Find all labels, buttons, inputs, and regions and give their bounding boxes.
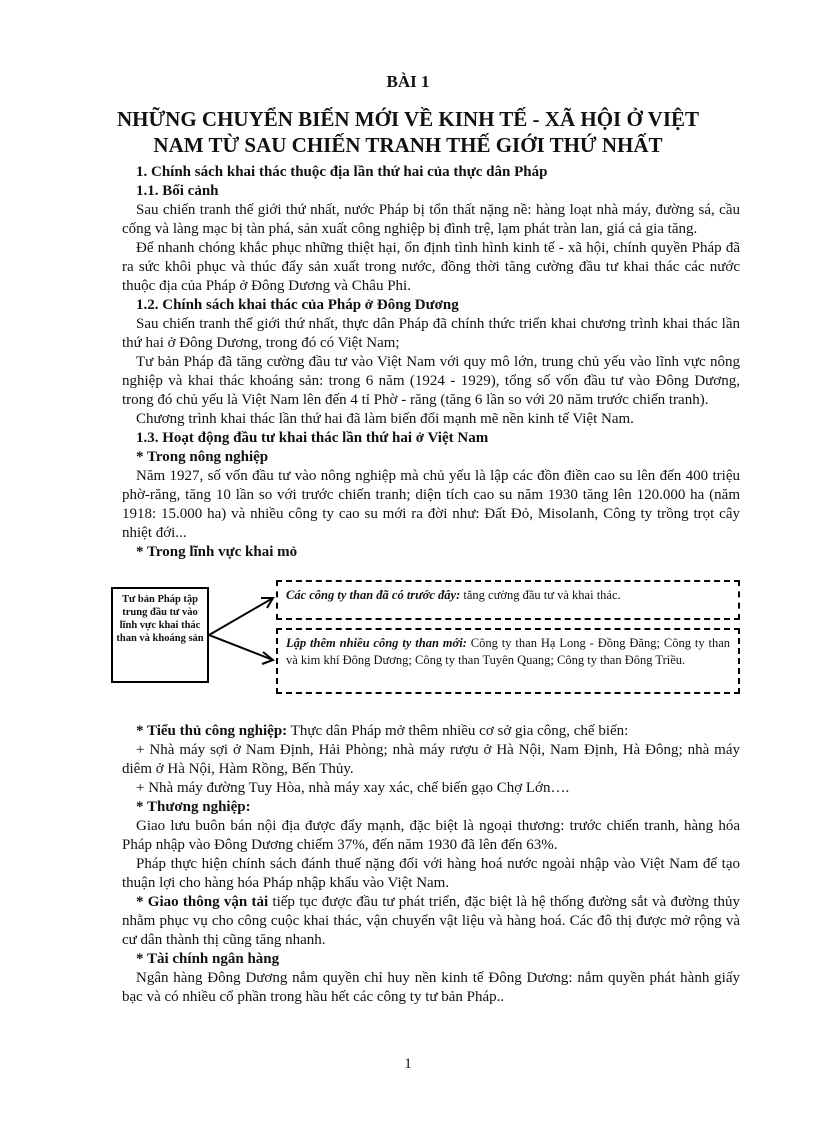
paragraph: Sau chiến tranh thế giới thứ nhất, nước Pháp bị tổn thất nặng nề: hàng loạt nhà máy, đường sá, cầu cống và làng mạc bị tàn phá, sản xuất công nghiệp bị đình trệ, lạm phát tràn lan, giá cả gia tăng.	[122, 202, 740, 237]
paragraph	[122, 893, 740, 950]
bullet-item: + Nhà máy đường Tuy Hòa, nhà máy xay xác, chế biến gạo Chợ Lớn….	[136, 780, 570, 796]
craft-label: * Tiểu thủ công nghiệp:	[136, 723, 288, 739]
mining-heading: * Trong lĩnh vực khai mỏ	[136, 544, 298, 560]
paragraph: Pháp thực hiện chính sách đánh thuế nặng đối với hàng hoá nước ngoài nhập vào Việt Nam để tạo thuận lợi cho hàng hóa Pháp nhập khẩu vào Việt Nam.	[122, 856, 740, 891]
document-body	[116, 163, 740, 1007]
paragraph: Chương trình khai thác lần thứ hai đã làm biến đổi mạnh mẽ nền kinh tế Việt Nam.	[136, 411, 634, 427]
arrow-upper	[209, 598, 273, 635]
box-label: Các công ty than đã có trước đây:	[286, 588, 461, 602]
paragraph: Năm 1927, số vốn đầu tư vào nông nghiệp mà chủ yếu là lập các đồn điền cao su lên đến 400 triệu phờ-răng, tăng 10 lần so với trước chiến tranh; diện tích cao su năm 1930 tăng lên 120.000 ha (năm 1918: 15.000 ha) và nhiều công ty cao su mới ra đời như: Đất Đỏ, Misolanh, Công ty trồng trọt cây nhiệt đới...	[122, 468, 740, 541]
paragraph: Sau chiến tranh thế giới thứ nhất, thực dân Pháp đã chính thức triển khai chương trình khai thác lần thứ hai ở Đông Dương, trong đó có Việt Nam;	[122, 316, 740, 351]
agriculture-heading: * Trong nông nghiệp	[136, 449, 269, 465]
box-text: Công ty than Hạ Long - Đồng Đăng; Công ty than và kim khí Đông Dương; Công ty than Tuyên Quang; Công ty than Đông Triều.	[286, 636, 731, 667]
mining-diagram	[116, 570, 740, 718]
bullet-item: + Nhà máy sợi ở Nam Định, Hải Phòng; nhà máy rượu ở Hà Nội, Nam Định, Hà Đông; nhà máy diêm ở Hà Nội, Hàm Rồng, Bến Thủy.	[122, 742, 740, 777]
craft-text: Thực dân Pháp mở thêm nhiều cơ sở gia công, chế biến:	[287, 723, 629, 739]
diagram-box-existing-companies	[276, 580, 740, 620]
finance-heading: * Tài chính ngân hàng	[136, 951, 280, 967]
section-1-1-heading: 1.1. Bối cảnh	[136, 183, 219, 199]
paragraph: Để nhanh chóng khắc phục những thiệt hại, ổn định tình hình kinh tế - xã hội, chính quyền Pháp đã ra sức khôi phục và thúc đẩy sản xuất trong nước, đồng thời tăng cường đầu tư khai thác các nước thuộc địa của Pháp ở Đông Dương và Châu Phi.	[122, 240, 740, 294]
box-text: tăng cường đầu tư và khai thác.	[460, 588, 621, 602]
section-1-heading: 1. Chính sách khai thác thuộc địa lần thứ hai của thực dân Pháp	[136, 164, 548, 180]
diagram-source-box: Tư bản Pháp tập trung đầu tư vào lĩnh vực khai thác than và khoáng sản	[111, 587, 209, 683]
paragraph: Giao lưu buôn bán nội địa được đẩy mạnh, đặc biệt là ngoại thương: trước chiến tranh, hàng hóa Pháp nhập vào Đông Dương chiếm 37%, đến năm 1930 đã lên đến 63%.	[122, 818, 740, 853]
trade-heading: * Thương nghiệp:	[136, 799, 251, 815]
diagram-box-new-companies	[276, 628, 740, 694]
paragraph	[122, 722, 740, 741]
lesson-label: BÀI 1	[386, 72, 430, 91]
section-1-3-heading: 1.3. Hoạt động đầu tư khai thác lần thứ hai ở Việt Nam	[136, 430, 489, 446]
box-label: Lập thêm nhiều công ty than mới:	[286, 636, 467, 650]
paragraph: Tư bản Pháp đã tăng cường đầu tư vào Việt Nam với quy mô lớn, trung chủ yếu vào lĩnh vực nông nghiệp và khai thác khoáng sản: trong 6 năm (1924 - 1929), tổng số vốn đầu tư vào Đông Dương, trong đó chủ yếu là Việt Nam lên đến 4 tỉ Phờ - răng (tăng 6 lần so với 20 năm trước chiến tranh).	[122, 354, 740, 408]
transport-text: tiếp tục được đầu tư phát triển, đặc biệt là hệ thống đường sắt và đường thủy nhằm phục vụ cho công cuộc khai thác, vận chuyển vật liệu và hàng hoá. Các đô thị được mở rộng và cư dân thành thị cũng tăng nhanh.	[122, 894, 740, 948]
page-title: NHỮNG CHUYỂN BIẾN MỚI VỀ KINH TẾ - XÃ HỘI Ở VIỆT NAM TỪ SAU CHIẾN TRANH THẾ GIỚI THỨ NHẤT	[116, 107, 700, 157]
paragraph: Ngân hàng Đông Dương nắm quyền chỉ huy nền kinh tế Đông Dương: nắm quyền phát hành giấy bạc và có nhiều cổ phần trong hầu hết các công ty tư bản Pháp..	[122, 970, 740, 1005]
diagram-arrows	[209, 570, 279, 718]
transport-label: * Giao thông vận tải	[136, 894, 269, 910]
section-1-2-heading: 1.2. Chính sách khai thác của Pháp ở Đông Dương	[136, 297, 459, 313]
page-number: 1	[404, 1056, 412, 1072]
arrow-lower	[209, 635, 273, 660]
